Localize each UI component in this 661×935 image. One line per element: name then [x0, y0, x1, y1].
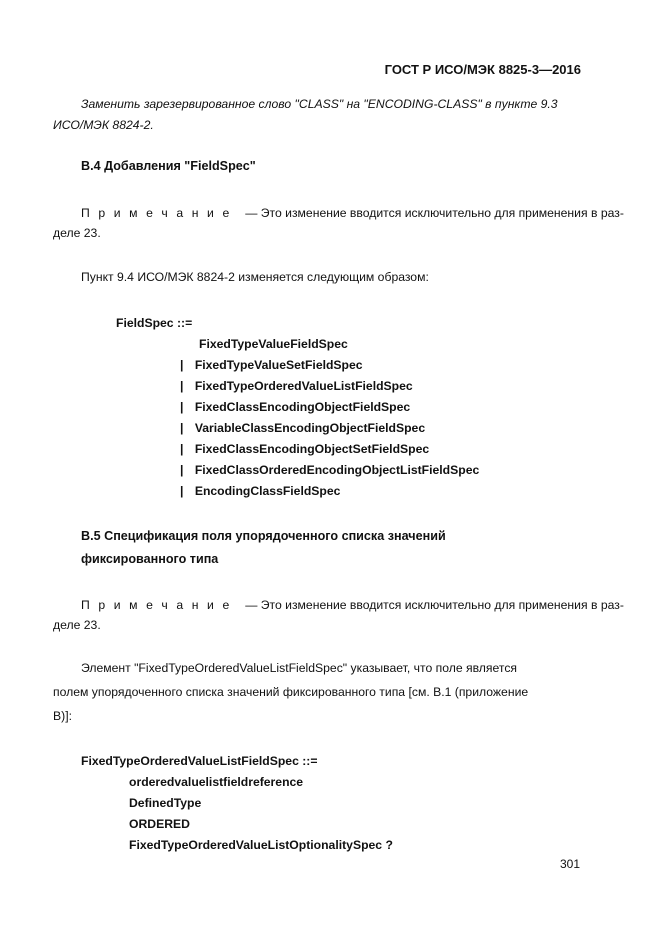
section-b5-title-line-2: фиксированного типа: [81, 552, 219, 566]
fieldspec-alternative: VariableClassEncodingObjectFieldSpec: [194, 421, 426, 435]
fieldspec-alt-row: [180, 421, 425, 435]
note-label: П р и м е ч а н и е: [81, 598, 232, 612]
section-b5-paragraph-line-2: полем упорядоченного списка значений фиксированного типа [см. В.1 (приложение: [53, 685, 529, 699]
note-text: — Это изменение вводится исключительно для применения в раз-: [245, 598, 624, 612]
alternative-pipe: |: [180, 484, 184, 498]
ordered-list-grammar-item: DefinedType: [129, 796, 202, 810]
fieldspec-alt-row: [180, 484, 340, 498]
fieldspec-alt-row: [180, 400, 410, 414]
ordered-list-grammar-item: ORDERED: [129, 817, 190, 831]
alternative-pipe: |: [180, 379, 184, 393]
alternative-pipe: |: [180, 463, 184, 477]
section-b4-note: [81, 206, 624, 220]
document-header: ГОСТ Р ИСО/МЭК 8825-3—2016: [384, 62, 581, 77]
section-b4-note-continuation: деле 23.: [53, 226, 101, 240]
fieldspec-alternative: FixedClassOrderedEncodingObjectListFieldSpec: [194, 463, 480, 477]
section-b4-paragraph: Пункт 9.4 ИСО/МЭК 8824-2 изменяется следующим образом:: [81, 270, 429, 284]
section-b4-title: В.4 Добавления "FieldSpec": [81, 159, 256, 173]
fieldspec-alt-row: [180, 358, 363, 372]
fieldspec-alternative: FixedTypeValueSetFieldSpec: [194, 358, 363, 372]
fieldspec-alternative: FixedTypeOrderedValueListFieldSpec: [194, 379, 413, 393]
alternative-pipe: |: [180, 442, 184, 456]
fieldspec-alt-row: [180, 463, 479, 477]
fieldspec-alt-row: [180, 442, 429, 456]
fieldspec-alternative: EncodingClassFieldSpec: [194, 484, 341, 498]
alternative-pipe: |: [180, 400, 184, 414]
alternative-pipe: |: [180, 358, 184, 372]
fieldspec-grammar-first: FixedTypeValueFieldSpec: [199, 337, 348, 351]
fieldspec-alternative: FixedClassEncodingObjectFieldSpec: [194, 400, 411, 414]
alternative-pipe: |: [180, 421, 184, 435]
ordered-list-grammar-head: FixedTypeOrderedValueListFieldSpec ::=: [81, 754, 318, 768]
intro-line-1: Заменить зарезервированное слово "CLASS" на "ENCODING-CLASS" в пункте 9.3: [81, 97, 558, 111]
section-b5-note: [81, 598, 624, 612]
intro-line-2: ИСО/МЭК 8824-2.: [53, 118, 154, 132]
section-b5-paragraph-line-3: В)]:: [53, 709, 72, 723]
ordered-list-grammar-item: orderedvaluelistfieldreference: [129, 775, 304, 789]
section-b5-title-line-1: В.5 Спецификация поля упорядоченного списка значений: [81, 529, 446, 543]
fieldspec-alternative: FixedClassEncodingObjectSetFieldSpec: [194, 442, 430, 456]
fieldspec-grammar-head: FieldSpec ::=: [116, 316, 193, 330]
page-number: 301: [559, 857, 580, 871]
note-text: — Это изменение вводится исключительно для применения в раз-: [245, 206, 624, 220]
section-b5-note-continuation: деле 23.: [53, 618, 101, 632]
note-label: П р и м е ч а н и е: [81, 206, 232, 220]
fieldspec-alt-row: [180, 379, 413, 393]
section-b5-paragraph-line-1: Элемент "FixedTypeOrderedValueListFieldSpec" указывает, что поле является: [81, 661, 518, 675]
ordered-list-grammar-item: FixedTypeOrderedValueListOptionalitySpec ?: [129, 838, 393, 852]
